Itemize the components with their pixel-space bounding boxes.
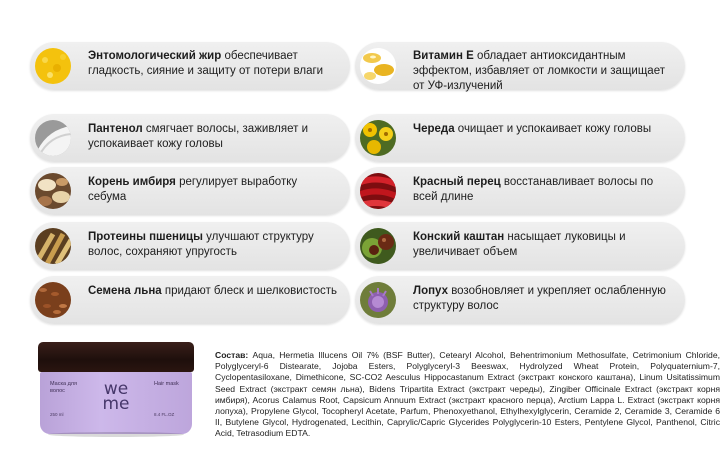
product-volume-ml: 250 ml [50,412,64,417]
vitamin-e-capsules-icon [360,48,396,84]
ingredient-name: Энтомологический жир [88,50,222,62]
composition-label: Состав: [215,350,249,360]
red-pepper-icon [360,173,396,209]
product-name-en: Hair mask [154,381,179,387]
ingredient-name: Красный перец [413,176,501,188]
ingredient-desc: насыщает луковицы и увеличивает объем [413,231,626,258]
ingredient-name: Конский каштан [413,231,505,243]
product-name-ru: Маска для волос [50,381,77,394]
ingredient-desc: возобновляет и укрепляет ослабленную структуру волос [413,285,666,312]
ingredient-card-wheat [30,222,350,270]
composition-body: Aqua, Hermetia Illucens Oil 7% (BSF Butter), Cetearyl Alcohol, Behentrimonium Methosulfate, Cetrimonium Chloride, Polyglyceryl-6 Distearate, Jojoba Esters, Polyglyceryl-3 Beeswax, Hydrolyzed Wheat Protein, Polyquaternium-7, Cyclopentasiloxane, Dimethicone, SC-CO2 Aesculus Hippocastanum Extract (экстракт конского каштана), Linum Usitatissimum Seed Extract (экстракт семян льна), Bidens Tripartita Extract (экстракт череды), Zingiber Officinale Extract (экстракт корня имбиря), Acorus Calamus Root, Capsicum Annuum Extract (экстракт красного перца), Arctium Lappa L. Extract (экстракт корня лопуха), Propylene Glycol, Tocopheryl Acetate, Parfum, Phenoxyethanol, Ethylhexylglycerin, Ceramide 2, Ceramide 3, Ceramide 6 II, Butylene Glycol, Hydrogenated, Lecithin, Caprylic/Capric Glycerides Polyglycerin-10 Esters, Pentylene Glycol, Panthenol, Citric Acid, Tetrasodium EDTA. [215,350,720,439]
ingredient-name: Череда [413,123,455,135]
ingredient-name: Пантенол [88,123,143,135]
flax-seeds-icon [35,282,71,318]
ingredient-card-ginger [30,167,350,215]
burdock-flower-icon [360,282,396,318]
ingredient-name: Семена льна [88,285,162,297]
ingredient-desc: регулирует выработку себума [88,176,298,203]
ingredient-desc: обладает антиоксидантным эффектом, избавляет от ломкости и защищает от УФ-излучений [413,50,665,92]
brand-logo-top: we [103,379,129,399]
ingredient-name: Лопух [413,285,448,297]
ingredient-desc: придают блеск и шелковистость [164,285,338,297]
brand-logo [98,379,134,414]
ingredient-name: Протеины пшеницы [88,231,203,243]
ingredient-desc: улучшают структуру волос, сохраняют упругость [88,231,314,258]
composition-text [215,350,720,440]
jar-lid [38,342,194,372]
jar-shadow [48,432,184,437]
wheat-icon [35,228,71,264]
ingredient-desc: смягчает волосы, заживляет и успокаивает кожу головы [88,123,309,150]
brand-logo-bottom: me [102,394,130,414]
ingredient-card-panthenol [30,114,350,162]
insect-fat-icon [35,48,71,84]
ingredient-desc: очищает и успокаивает кожу головы [457,123,652,135]
ingredient-card-bidens [355,114,685,162]
ingredient-card-burdock [355,276,685,324]
bidens-flower-icon [360,120,396,156]
ingredient-card-red-pepper [355,167,685,215]
product-jar [38,342,194,436]
horse-chestnut-icon [360,228,396,264]
ingredient-card-vitamin-e [355,42,685,90]
ingredient-desc: обеспечивает гладкость, сияние и защиту от потери влаги [88,50,324,77]
jar-body [40,372,192,434]
ingredient-desc: восстанавливает волосы по всей длине [413,176,654,203]
ingredient-name: Витамин Е [413,50,474,62]
ingredient-card-chestnut [355,222,685,270]
product-volume-oz: 8.4 FL.OZ [154,412,175,417]
ingredient-card-flax [30,276,350,324]
ingredient-name: Корень имбиря [88,176,176,188]
ginger-root-icon [35,173,71,209]
ingredient-card-insect-fat [30,42,350,90]
panthenol-cream-icon [35,120,71,156]
